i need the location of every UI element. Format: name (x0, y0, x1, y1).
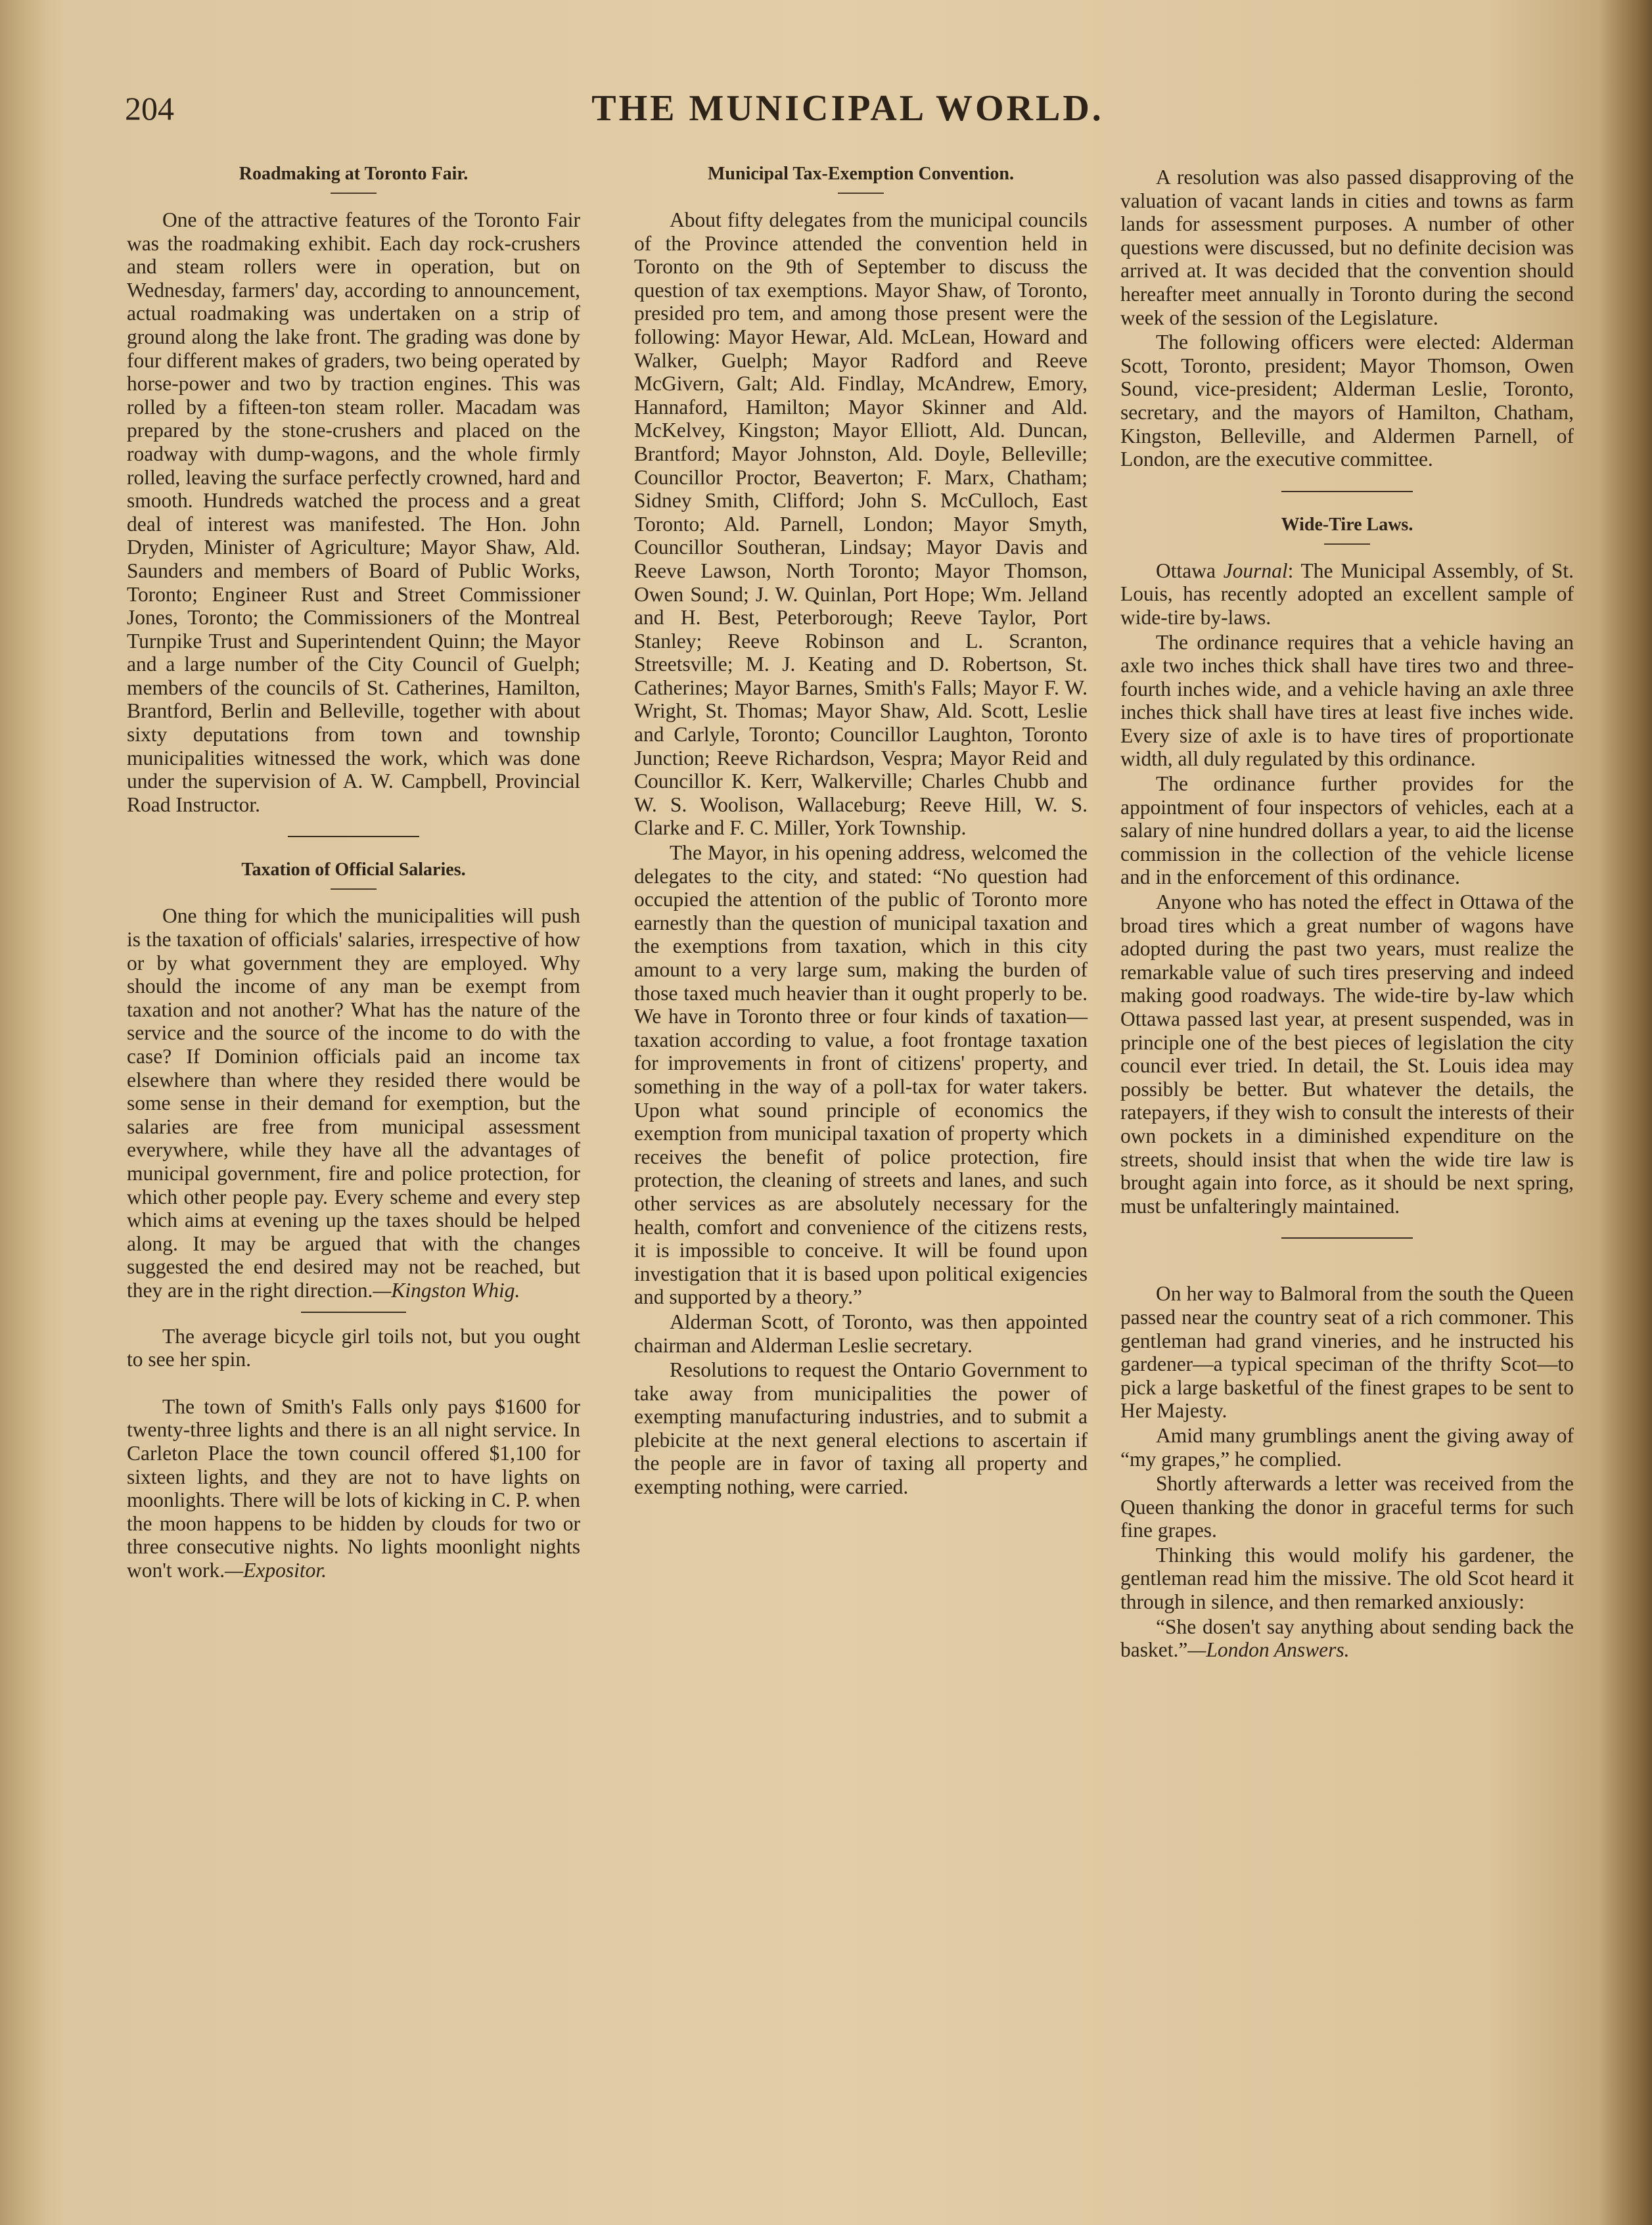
section-divider (288, 836, 419, 837)
article-heading: Roadmaking at Toronto Fair. (239, 164, 469, 184)
spacer (1120, 1258, 1574, 1282)
article-source: —London Answers. (1187, 1638, 1350, 1662)
article-paragraph (1120, 1615, 1574, 1662)
page-number: 204 (125, 90, 174, 127)
article-paragraph: Alderman Scott, of Toronto, was then appointed chairman and Alderman Leslie secretary. (634, 1310, 1088, 1357)
article-text: “She dosen't say anything about sending back the basket.” (1120, 1615, 1574, 1662)
article-source: —Kingston Whig. (373, 1278, 520, 1302)
journal-title: THE MUNICIPAL WORLD. (591, 88, 1104, 129)
article-paragraph: The ordinance requires that a vehicle having an axle two inches thick shall have tires two and three-fourth inches wide, and a vehicle having an axle three inches thick shall have tires at least five inches wide. Every size of axle is to have tires of proportionate width, all duly regulated by this ordinance. (1120, 630, 1574, 771)
article-paragraph: About fifty delegates from the municipal councils of the Province attended the convention held in Toronto on the 9th of September to discuss the question of tax exemptions. Mayor Shaw, of Toronto, presided pro tem, and among those present were the following: Mayor Hewar, Ald. McLean, Howard and Walker, Guelph; Mayor Radford and Reeve McGivern, Galt; Ald. Findlay, McAndrew, Emory, Hannaford, Hamilton; Mayor Skinner and Ald. McKelvey, Kingston; Mayor Elliott, Ald. Duncan, Brantford; Mayor Johnston, Ald. Doyle, Belleville; Councillor Proctor, Beaverton; F. Marx, Chatham; Sidney Smith, Clifford; John S. McCulloch, East Toronto; Ald. Parnell, London; Mayor Smyth, Councillor Southeran, Lindsay; Mayor Davis and Reeve Lawson, North Toronto; Mayor Thomson, Owen Sound; J. W. Quinlan, Port Hope; Wm. Jelland and H. Best, Peterborough; Reeve Taylor, Port Stanley; Reeve Robinson and L. Scranton, Streetsville; M. J. Keating and D. Robertson, St. Catherines; Mayor Barnes, Smith's Falls; Mayor F. W. Wright, St. Thomas; Mayor Shaw, Ald. Scott, Leslie and Carlyle, Toronto; Councillor Laughton, Toronto Junction; Reeve Richardson, Vespra; Mayor Reid and Councillor K. Kerr, Walkerville; Charles Chubb and W. S. Woolison, Wallaceburg; Reeve Hill, W. S. Clarke and F. C. Miller, York Township. (634, 208, 1088, 840)
column-right (1120, 166, 1574, 1662)
article-paragraph: On her way to Balmoral from the south the Queen passed near the country seat of a rich commoner. This gentleman had grand vineries, and he instructed his gardener—a typical speciman of the thrifty Scot—to pick a large basketful of the finest grapes to be sent to Her Majesty. (1120, 1282, 1574, 1423)
article-paragraph: Resolutions to request the Ontario Government to take away from municipalities the power of exempting manufacturing industries, and to submit a plebicite at the next general elections to ascertain if the people are in favor of taxing all property and exempting nothing, were carried. (634, 1358, 1088, 1499)
column-middle (634, 161, 1088, 1499)
section-divider (301, 1312, 406, 1313)
heading-rule (1324, 543, 1370, 545)
page-header (125, 85, 1571, 131)
article-paragraph: The average bicycle girl toils not, but you ought to see her spin. (127, 1324, 580, 1371)
heading-rule (331, 193, 377, 194)
article-source: Journal (1223, 559, 1288, 582)
article-paragraph: Thinking this would molify his gardener, the gentleman read him the missive. The old Scot heard it through in silence, and then remarked anxiously: (1120, 1543, 1574, 1614)
article-paragraph: Amid many grumblings anent the giving away of “my grapes,” he complied. (1120, 1423, 1574, 1471)
article-paragraph (127, 904, 580, 1302)
column-left (127, 161, 580, 1582)
spacer (127, 1371, 580, 1395)
article-paragraph: The ordinance further provides for the appointment of four inspectors of vehicles, each at a salary of nine hundred dollars a year, to aid the license commission in the collection of the vehicle license and in the enforcement of this ordinance. (1120, 772, 1574, 889)
binding-shadow (0, 0, 46, 2225)
section-divider (1281, 1237, 1413, 1239)
article-text: The town of Smith's Falls only pays $1600 for twenty-three lights and there is an all night service. In Carleton Place the town council offered $1,100 for sixteen lights, and they are not to have lights on moonlights. There will be lots of kicking in C. P. when the moon happens to be hidden by clouds for two or three consecutive nights. No lights moonlight nights won't work. (127, 1394, 580, 1582)
article-paragraph: The following officers were elected: Alderman Scott, Toronto, president; Mayor Thomson, Owen Sound, vice-president; Alderman Leslie, Toronto, secretary, and the mayors of Hamilton, Chatham, Kingston, Belleville, and Aldermen Parnell, of London, are the executive committee. (1120, 331, 1574, 471)
article-paragraph: Shortly afterwards a letter was received from the Queen thanking the donor in graceful terms for such fine grapes. (1120, 1472, 1574, 1542)
article-paragraph: One of the attractive features of the Toronto Fair was the roadmaking exhibit. Each day rock-crushers and steam rollers were in operation, but on Wednesday, farmers' day, according to announcement, actual roadmaking was undertaken on a strip of ground along the lake front. The grading was done by four different makes of graders, two being operated by horse-power and two by traction engines. This was rolled by a fifteen-ton steam roller. Macadam was prepared by the stone-crushers and placed on the roadway with dump-wagons, and the whole firmly rolled, leaving the surface perfectly crowned, hard and smooth. Hundreds watched the process and a great deal of interest was manifested. The Hon. John Dryden, Minister of Agriculture; Mayor Shaw, Ald. Saunders and members of Board of Public Works, Toronto; Engineer Rust and Street Commissioner Jones, Toronto; the Commissioners of the Montreal Turnpike Trust and Superintendent Quinn; the Mayor and a large number of the City Council of Guelph; members of the councils of St. Catherines, Hamilton, Brantford, Berlin and Belleville, together with about sixty deputations from town and township municipalities witnessed the work, which was done under the supervision of A. W. Campbell, Provincial Road Instructor. (127, 208, 580, 816)
heading-rule (331, 888, 377, 890)
article-source: —Expositor. (225, 1558, 327, 1582)
article-heading: Wide-Tire Laws. (1281, 514, 1413, 535)
article-paragraph (1120, 559, 1574, 630)
article-paragraph: Anyone who has noted the effect in Ottawa of the broad tires which a great number of wagons have adopted during the past two years, must realize the remarkable value of such tires preserving and indeed making good roadways. The wide-tire by-law which Ottawa passed last year, at present suspended, was in principle one of the best pieces of legislation the city council ever tried. In detail, the St. Louis idea may possibly be better. But whatever the details, the ratepayers, if they wish to consult the interests of their own pockets in a diminished expenditure on the streets, should insist that when the wide tire law is brought again into force, as it should be next spring, must be unfalteringly maintained. (1120, 890, 1574, 1218)
section-divider (1281, 491, 1413, 492)
article-paragraph: A resolution was also passed disapproving of the valuation of vacant lands in cities and towns as farm lands for assessment purposes. A number of other questions were discussed, but no definite decision was arrived at. It was decided that the convention should hereafter meet annually in Toronto during the second week of the session of the Legislature. (1120, 166, 1574, 329)
article-text: One thing for which the municipalities will push is the taxation of officials' salaries, irrespective of how or by what government they are employed. Why should the income of any man be exempt from taxation and not another? What has the nature of the service and the source of the income to do with the case? If Dominion officials paid an income tax elsewhere than where they resided there would be some sense in their demand for exemption, but the salaries are free from municipal assessment everywhere, while they have all the advantages of municipal government, fire and police protection, for which other people pay. Every scheme and every step which aims at evening up the taxes should be helped along. It may be argued that with the changes suggested the end desired may not be reached, but they are in the right direction. (127, 904, 580, 1302)
article-paragraph (127, 1395, 580, 1582)
article-text: : The Municipal Assembly, of St. Louis, has recently adopted an excellent sample of wide-tire by-laws. (1120, 559, 1574, 629)
article-heading: Municipal Tax-Exemption Convention. (708, 164, 1014, 184)
article-heading: Taxation of Official Salaries. (241, 860, 466, 881)
page-edge-shadow (1599, 0, 1652, 2225)
article-paragraph: The Mayor, in his opening address, welcomed the delegates to the city, and stated: “No question had occupied the attention of the public of Toronto more earnestly than the question of municipal taxation and the exemptions from taxation, which in this city amount to a very large sum, making the burden of those taxed much heavier than it ought properly to be. We have in Toronto three or four kinds of taxation—taxation according to value, a foot frontage taxation for improvements in front of citizens' property, and something in the way of a poll-tax for water takers. Upon what sound principle of economics the exemption from municipal taxation of property which receives the benefit of police protection, fire protection, the cleaning of streets and lanes, and such other services as are absolutely necessary for the health, comfort and convenience of the citizens rests, it is impossible to conceive. It will be found upon investigation that it is based upon political exigencies and supported by a theory.” (634, 841, 1088, 1309)
article-text: Ottawa (1156, 559, 1216, 582)
heading-rule (838, 193, 884, 194)
